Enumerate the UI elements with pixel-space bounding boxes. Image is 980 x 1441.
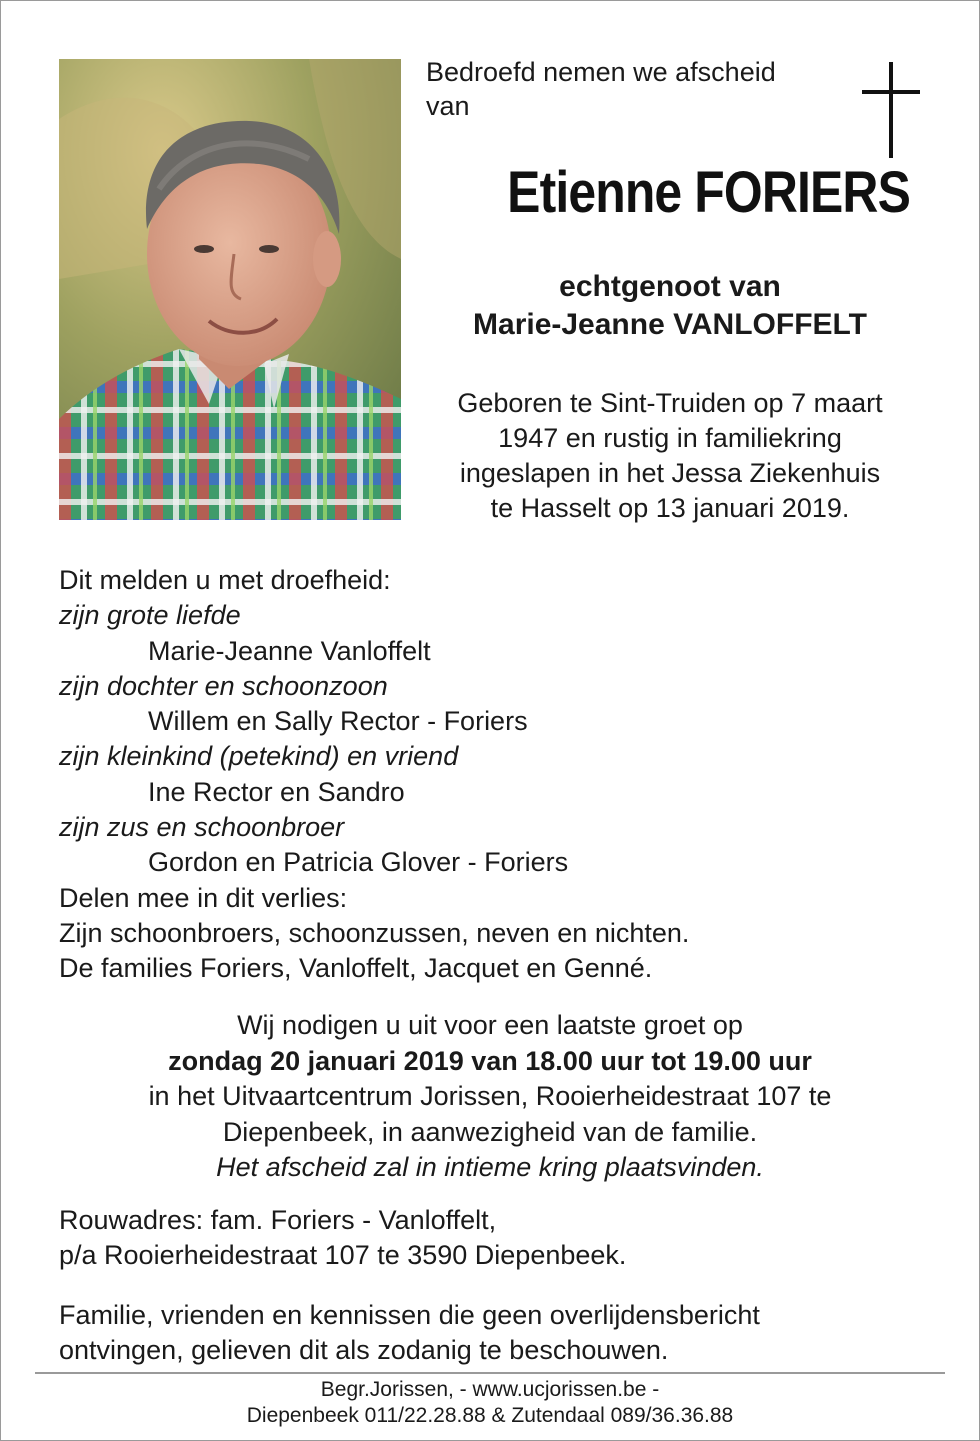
birth-line: ingeslapen in het Jessa Ziekenhuis	[459, 458, 881, 488]
spouse-line-1: echtgenoot van	[559, 270, 781, 303]
spouse-block	[420, 268, 920, 344]
notice-line-1: Familie, vrienden en kennissen die geen overlijdensbericht	[59, 1300, 760, 1330]
intro-text	[426, 55, 856, 123]
address-line-1: Rouwadres: fam. Foriers - Vanloffelt,	[59, 1205, 497, 1235]
mourning-address	[59, 1203, 939, 1273]
share-line: De families Foriers, Vanloffelt, Jacquet en Genné.	[59, 953, 653, 984]
relation-label: zijn grote liefde	[59, 600, 241, 631]
footer-line-1: Begr.Jorissen, - www.ucjorissen.be -	[320, 1378, 660, 1401]
invite-date: zondag 20 januari 2019 van 18.00 uur tot 19.00 uur	[168, 1045, 812, 1076]
cross-icon	[862, 62, 920, 158]
intro-line-2: van	[426, 91, 470, 121]
relation-label: zijn zus en schoonbroer	[59, 812, 345, 843]
footer	[35, 1377, 945, 1429]
birth-line: 1947 en rustig in familiekring	[498, 423, 842, 453]
relative-name: Marie-Jeanne Vanloffelt	[148, 635, 431, 666]
portrait-photo	[59, 59, 401, 520]
relative-name: Gordon en Patricia Glover - Foriers	[148, 847, 569, 878]
invitation	[40, 1008, 940, 1186]
share-line: Zijn schoonbroers, schoonzussen, neven en nichten.	[59, 917, 690, 948]
invite-line-4: Diepenbeek, in aanwezigheid van de familie.	[222, 1116, 758, 1147]
relative-name: Ine Rector en Sandro	[148, 776, 405, 807]
birth-line: te Hasselt op 13 januari 2019.	[490, 493, 850, 523]
footer-divider	[35, 1372, 945, 1374]
share-heading: Delen mee in dit verlies:	[59, 882, 348, 913]
spouse-line-2: Marie-Jeanne VANLOFFELT	[473, 308, 867, 341]
family-list	[59, 563, 939, 987]
relation-label: zijn dochter en schoonzoon	[59, 670, 388, 701]
invite-line-1: Wij nodigen u uit voor een laatste groet op	[237, 1010, 743, 1040]
footer-line-2: Diepenbeek 011/22.28.88 & Zutendaal 089/36.36.88	[246, 1404, 734, 1427]
address-line-2: p/a Rooierheidestraat 107 te 3590 Diepenbeek.	[59, 1240, 627, 1270]
relative-name: Willem en Sally Rector - Foriers	[148, 706, 528, 737]
birth-death-text	[410, 386, 930, 526]
family-heading: Dit melden u met droefheid:	[59, 565, 391, 595]
notice-line-2: ontvingen, gelieven dit als zodanig te beschouwen.	[59, 1335, 669, 1365]
birth-line: Geboren te Sint-Truiden op 7 maart	[457, 388, 883, 418]
invite-line-5: Het afscheid zal in intieme kring plaatsvinden.	[216, 1152, 764, 1182]
invite-line-3: in het Uitvaartcentrum Jorissen, Rooierheidestraat 107 te	[148, 1081, 832, 1111]
intro-line-1: Bedroefd nemen we afscheid	[426, 57, 776, 87]
relation-label: zijn kleinkind (petekind) en vriend	[59, 741, 459, 772]
notice-text	[59, 1298, 939, 1368]
deceased-name: Etienne FORIERS	[507, 160, 910, 225]
